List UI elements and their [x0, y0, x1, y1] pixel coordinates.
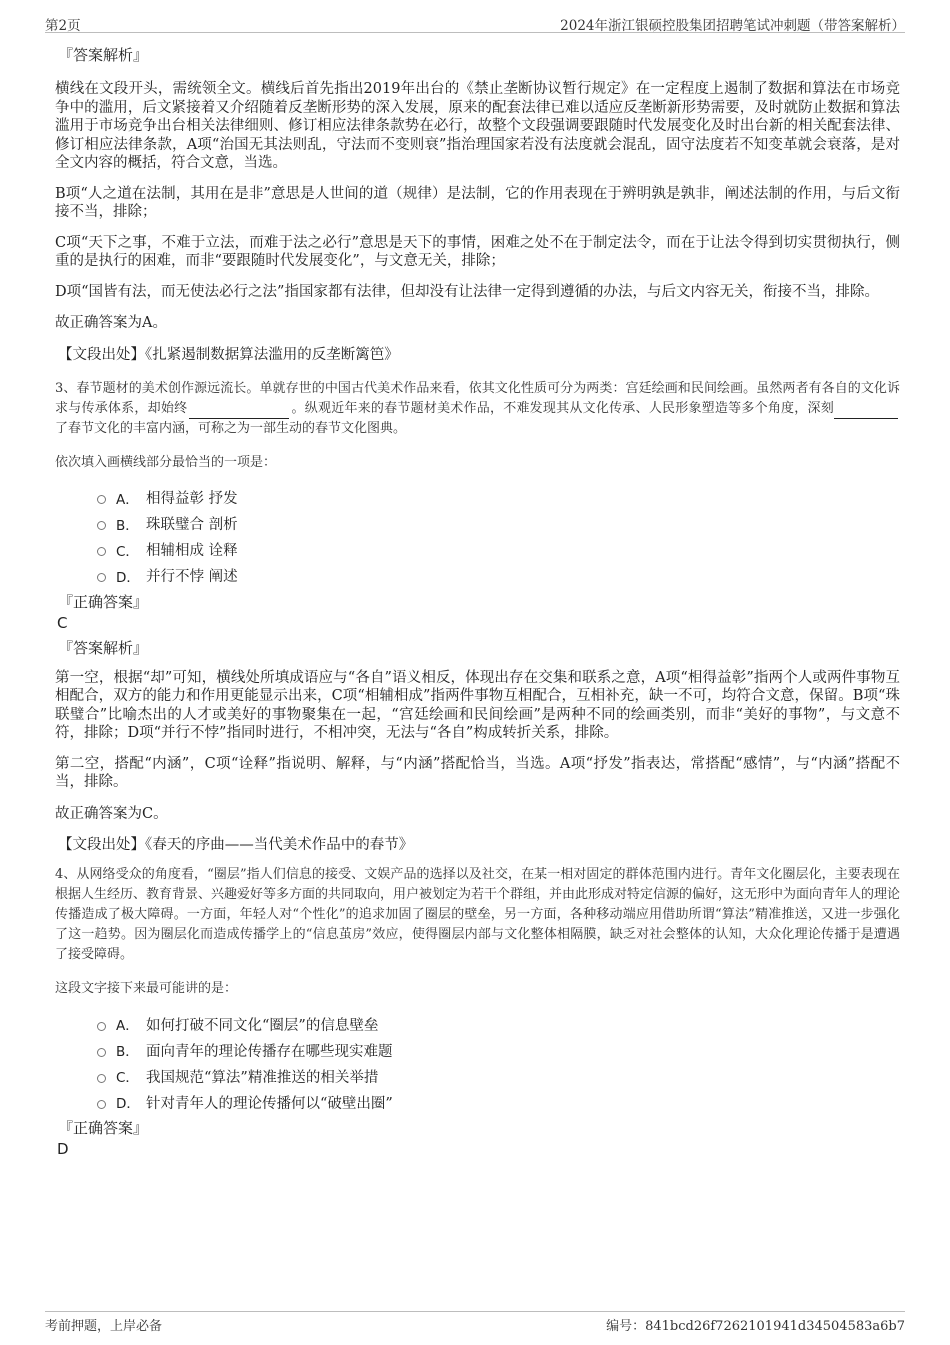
option-letter: D．: [116, 569, 140, 586]
radio-icon[interactable]: [97, 1100, 106, 1109]
option-d[interactable]: [97, 563, 900, 589]
analysis-paragraph: 第二空，搭配“内涵”，C项“诠释”指说明、解释，与“内涵”搭配恰当，当选。A项“抒发”指表达，常搭配“感情”，与“内涵”搭配不当，排除。: [55, 755, 900, 790]
analysis-paragraph: 横线在文段开头，需统领全文。横线后首先指出2019年出台的《禁止垄断协议暂行规定》在一定程度上遏制了数据和算法在市场竞争中的滥用，后文紧接着又介绍随着反垄断形势的深入发展，原来的配套法律已难以适应反垄断新形势需要，及时就防止数据和算法滥用于市场竞争出台相关法律细则、修订相应法律条款势在必行，故整个文段强调要跟随时代发展变化及时出台新的相关配套法律、修订相应法律条款，A项“治国无其法则乱，守法而不变则衰”指治理国家若没有法度就会混乱，固守法度若不知变革就会衰落，是对全文内容的概括，符合文意，当选。: [55, 81, 900, 171]
analysis-heading: 『答案解析』: [58, 46, 149, 64]
footer-slogan: 考前押题，上岸必备: [45, 1319, 163, 1334]
text-source: 【文段出处】《扎紧遏制数据算法滥用的反垄断篱笆》: [58, 346, 399, 363]
option-letter: A．: [116, 1018, 139, 1034]
option-letter: C．: [116, 1070, 139, 1086]
option-text: 相辅相成 诠释: [146, 543, 238, 559]
question-prompt: 这段文字接下来最可能讲的是：: [55, 981, 238, 996]
question-stem: [55, 379, 900, 439]
answer-conclusion: 故正确答案为C。: [55, 805, 168, 822]
document-code: 编号：841bcd26f7262101941d34504583a6b7: [606, 1319, 905, 1334]
radio-icon[interactable]: [97, 1074, 106, 1083]
radio-icon[interactable]: [97, 521, 106, 530]
option-text: 面向青年的理论传播存在哪些现实难题: [146, 1043, 393, 1060]
radio-icon[interactable]: [97, 495, 106, 504]
analysis-heading: 『答案解析』: [58, 638, 149, 657]
option-text: 如何打破不同文化“圈层”的信息壁垒: [146, 1017, 379, 1034]
radio-icon[interactable]: [97, 547, 106, 556]
page-content: [55, 40, 900, 1159]
answer-conclusion: 故正确答案为A。: [55, 315, 167, 331]
correct-answer-heading: 『正确答案』: [58, 1119, 149, 1137]
option-text: 并行不悖 阐述: [146, 569, 238, 585]
radio-icon[interactable]: [97, 1022, 106, 1031]
page-footer: [45, 1311, 905, 1334]
option-text: 针对青年人的理论传播何以“破壁出圈”: [146, 1095, 393, 1112]
document-title: 2024年浙江银硕控股集团招聘笔试冲刺题（带答案解析）: [560, 18, 905, 34]
question-stem-part: 了春节文化的丰富内涵，可称之为一部生动的春节文化图典。: [55, 420, 407, 436]
option-d[interactable]: [97, 1089, 900, 1115]
radio-icon[interactable]: [97, 573, 106, 582]
option-a[interactable]: [97, 485, 900, 511]
question-stem-part: 。纵观近年来的春节题材美术作品，不难发现其从文化传承、人民形象塑造等多个角度，深刻: [291, 400, 834, 416]
radio-icon[interactable]: [97, 1048, 106, 1057]
option-letter: A．: [116, 491, 139, 508]
question-prompt: 依次填入画横线部分最恰当的一项是：: [55, 454, 277, 470]
option-text: 我国规范“算法”精准推送的相关举措: [146, 1069, 379, 1086]
option-text: 相得益彰 抒发: [146, 491, 238, 507]
analysis-paragraph: C项“天下之事，不难于立法，而难于法之必行”意思是天下的事情，困难之处不在于制定法令，而在于让法令得到切实贯彻执行，侧重的是执行的困难，而非“要跟随时代发展变化”，与文意无关，排除；: [55, 234, 900, 269]
question-stem-part: 3、春节题材的美术创作源远流长。单就存世的中国古代美术作品来看，依其文化性质可分为两类：宫廷绘画和民间绘画。虽然两者有各自的文化诉求与传承体系，却始终: [55, 380, 900, 416]
question-stem: 4、从网络受众的角度看，“圈层”指人们信息的接受、文娱产品的选择以及社交，在某一相对固定的群体范围内进行。青年文化圈层化，主要表现在根据人生经历、教育背景、兴趣爱好等多方面的共同取向，用户被划定为若干个群组，并由此形成对特定信源的偏好，这无形中为面向青年人的理论传播造成了极大障碍。一方面，年轻人对“个性化”的追求加固了圈层的壁垒，另一方面，各种移动端应用借助所谓“算法”精准推送，又进一步强化了这一趋势。因为圈层化而造成传播学上的“信息茧房”效应，使得圈层内部与文化整体相隔膜，缺乏对社会整体的认知，大众化理论传播于是遭遇了接受障碍。: [55, 867, 901, 962]
option-b[interactable]: [97, 511, 900, 537]
analysis-paragraph: 第一空，根据“却”可知，横线处所填成语应与“各自”语义相反，体现出存在交集和联系之意，A项“相得益彰”指两个人或两件事物互相配合，双方的能力和作用更能显示出来，C项“相辅相成”指两件事物互相配合，互相补充，缺一不可，均符合文意，保留。B项“珠联璧合”比喻杰出的人才或美好的事物聚集在一起，“宫廷绘画和民间绘画”是两种不同的绘画类别，而非“美好的事物”，与文意不符，排除；D项“并行不悖”指同时进行，不相冲突，无法与“各自”构成转折关系，排除。: [55, 669, 900, 741]
page-number: 第2页: [45, 18, 81, 34]
option-text: 珠联璧合 剖析: [146, 517, 238, 533]
option-letter: B．: [116, 517, 139, 534]
option-list: [97, 485, 900, 589]
option-letter: B．: [116, 1044, 139, 1060]
option-letter: C．: [116, 543, 139, 560]
correct-answer: D: [57, 1140, 69, 1158]
option-letter: D．: [116, 1096, 140, 1112]
analysis-paragraph: B项“人之道在法制，其用在是非”意思是人世间的道（规律）是法制，它的作用表现在于辨明孰是孰非，阐述法制的作用，与后文衔接不当，排除；: [55, 185, 900, 220]
option-a[interactable]: [97, 1011, 900, 1037]
fill-blank: [189, 404, 289, 419]
analysis-paragraph: D项“国皆有法，而无使法必行之法”指国家都有法律，但却没有让法律一定得到遵循的办法，与后文内容无关，衔接不当，排除。: [55, 283, 879, 300]
correct-answer-heading: 『正确答案』: [58, 592, 149, 611]
text-source: 【文段出处】《春天的序曲——当代美术作品中的春节》: [58, 837, 414, 853]
option-b[interactable]: [97, 1037, 900, 1063]
correct-answer: C: [57, 613, 68, 632]
option-c[interactable]: [97, 1063, 900, 1089]
option-list: [97, 1011, 900, 1115]
fill-blank: [834, 404, 898, 419]
page-header: [45, 12, 905, 33]
option-c[interactable]: [97, 537, 900, 563]
